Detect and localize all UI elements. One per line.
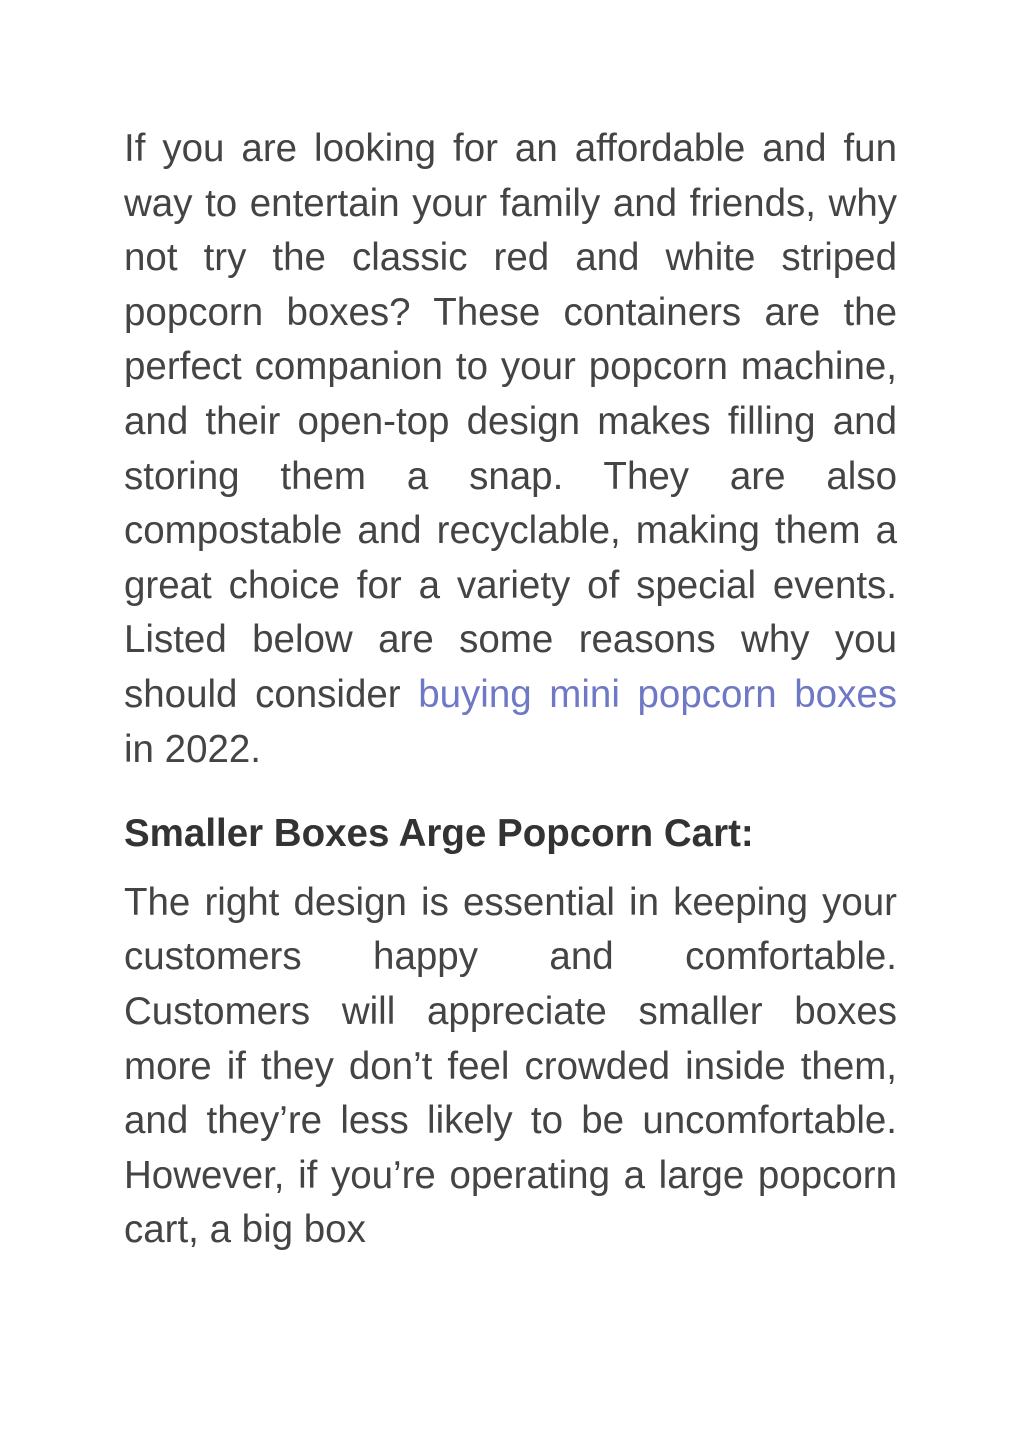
section-heading: Smaller Boxes Arge Popcorn Cart: [124, 812, 754, 856]
intro-text-end: in 2022. [124, 727, 262, 771]
intro-text: If you are looking for an affordable and fun way to entertain your family and friends, why not try the classic red and white striped popcorn boxes? These containers are the perfect companion to your popcorn machine, and their open-top design makes filling and storing them a snap. They are also compostable and recyclable, making them a great choice for a variety of special events. Listed below are some reasons why you should consider [124, 127, 897, 716]
document-page [124, 122, 897, 1258]
intro-paragraph [124, 122, 897, 777]
section-paragraph: The right design is essential in keeping your customers happy and comfortable. Customers will appreciate smaller boxes more if they don’t feel crowded inside them, and they’re less likely to be uncomfortable. However, if you’re operating a large popcorn cart, a big box [124, 880, 897, 1252]
mini-popcorn-boxes-link[interactable]: buying mini popcorn boxes [418, 672, 897, 716]
